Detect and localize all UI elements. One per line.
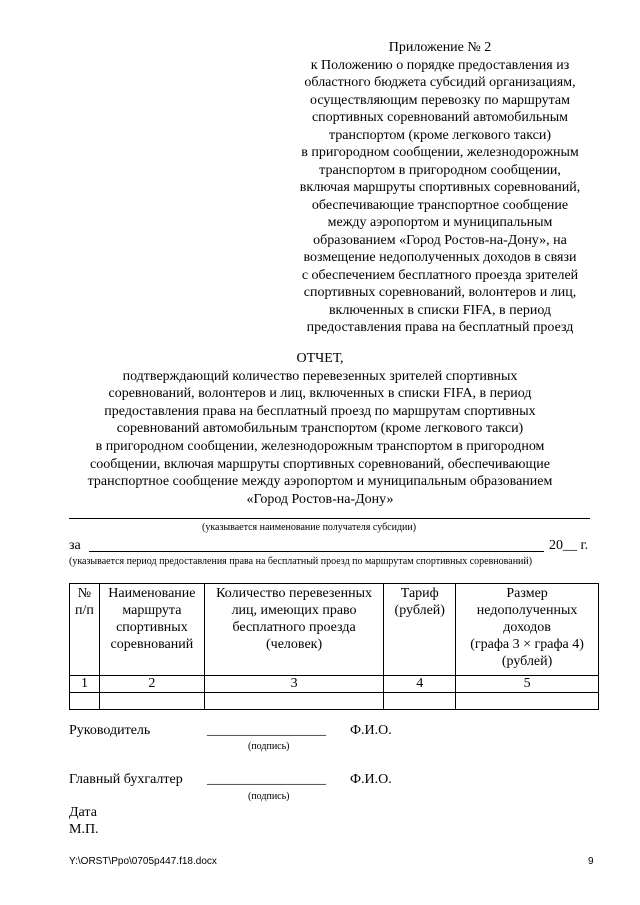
head-label: Руководитель [69, 723, 151, 738]
table-header-cell: Тариф (рублей) [384, 584, 456, 676]
appendix-line: Приложение № 2 [388, 40, 492, 55]
appendix-header [270, 39, 610, 337]
appendix-line: включенных в списки FIFA, в период [328, 302, 552, 318]
report-line: соревнований, волонтеров и лиц, включенных в списки FIFA, в период [108, 386, 532, 402]
period-prefix: за [69, 538, 81, 553]
report-line: соревнований автомобильным транспортом (кроме легкового такси) [116, 421, 524, 437]
appendix-line: областного бюджета субсидий организациям, [304, 75, 576, 90]
table-column-number: 4 [384, 676, 456, 693]
appendix-line: обеспечивающие транспортное сообщение [311, 197, 569, 213]
report-heading [60, 350, 580, 508]
table-column-number: 5 [456, 676, 599, 693]
table-cell [456, 693, 599, 710]
table-header-cell: Наименование маршрута спортивных соревнований [99, 584, 204, 676]
stamp-label: М.П. [69, 822, 99, 837]
accountant-label: Главный бухгалтер [69, 772, 183, 787]
table-header-row [70, 584, 599, 676]
period-suffix: 20__ г. [549, 538, 589, 553]
report-title: ОТЧЕТ, [296, 351, 344, 366]
appendix-line: осуществляющим перевозку по маршрутам [310, 92, 570, 108]
appendix-line: включая маршруты спортивных соревнований, [299, 180, 581, 195]
head-name: Ф.И.О. [350, 723, 392, 738]
date-label: Дата [69, 805, 97, 820]
appendix-line: спортивных соревнований, волонтеров и лиц, [303, 285, 577, 300]
head-signature-line: _________________ [207, 723, 326, 738]
table-header-cell: Количество перевезенных лиц, имеющих право бесплатного проезда (человек) [204, 584, 383, 676]
recipient-fill-line [69, 518, 590, 519]
table-cell [99, 693, 204, 710]
report-line: «Город Ростов-на-Дону» [246, 491, 394, 507]
appendix-line: с обеспечением бесплатного проезда зрителей [301, 267, 579, 283]
table-header-cell: Размер недополученных доходов (графа 3 × графа 4) (рублей) [456, 584, 599, 676]
period-hint: (указывается период предоставления права на бесплатный проезд по маршрутам спортивных соревнований) [69, 556, 533, 567]
accountant-signature-line: _________________ [207, 772, 326, 787]
period-fill-line [89, 551, 544, 552]
head-signature-hint: (подпись) [248, 741, 290, 752]
table-column-number: 3 [204, 676, 383, 693]
table-column-number: 2 [99, 676, 204, 693]
appendix-line: в пригородном сообщении, железнодорожным [301, 145, 579, 160]
report-table [69, 583, 599, 710]
appendix-line: между аэропортом и муниципальным [327, 215, 553, 230]
table-cell [204, 693, 383, 710]
table-cell [70, 693, 100, 710]
report-line: предоставления права на бесплатный проезд по маршрутам спортивных [104, 403, 536, 419]
appendix-line: возмещение недополученных доходов в связи [303, 250, 577, 265]
appendix-line: транспортом (кроме легкового такси) [328, 127, 552, 143]
appendix-line: транспортом в пригородном сообщении, [319, 162, 561, 178]
accountant-name: Ф.И.О. [350, 772, 392, 787]
table-cell [384, 693, 456, 710]
appendix-line: образованием «Город Ростов-на-Дону», на [313, 232, 567, 248]
table-row [70, 693, 599, 710]
report-line: подтверждающий количество перевезенных зрителей спортивных [122, 368, 518, 384]
table-header-cell: № п/п [70, 584, 100, 676]
table-column-number: 1 [70, 676, 100, 693]
accountant-signature-hint: (подпись) [248, 791, 290, 802]
page-number: 9 [588, 856, 594, 867]
appendix-line: к Положению о порядке предоставления из [310, 57, 570, 73]
appendix-line: спортивных соревнований автомобильным [311, 110, 569, 125]
footer-file-path: Y:\ORST\Ppo\0705p447.f18.docx [69, 856, 217, 867]
recipient-hint: (указывается наименование получателя субсидии) [202, 522, 417, 533]
report-line: сообщении, включая маршруты спортивных соревнований, обеспечивающие [90, 456, 550, 472]
appendix-line: предоставления права на бесплатный проезд [306, 320, 574, 335]
table-column-numbers-row [70, 676, 599, 693]
report-line: в пригородном сообщении, железнодорожным транспортом в пригородном [95, 438, 545, 454]
report-line: транспортное сообщение между аэропортом и муниципальным образованием [87, 474, 553, 490]
